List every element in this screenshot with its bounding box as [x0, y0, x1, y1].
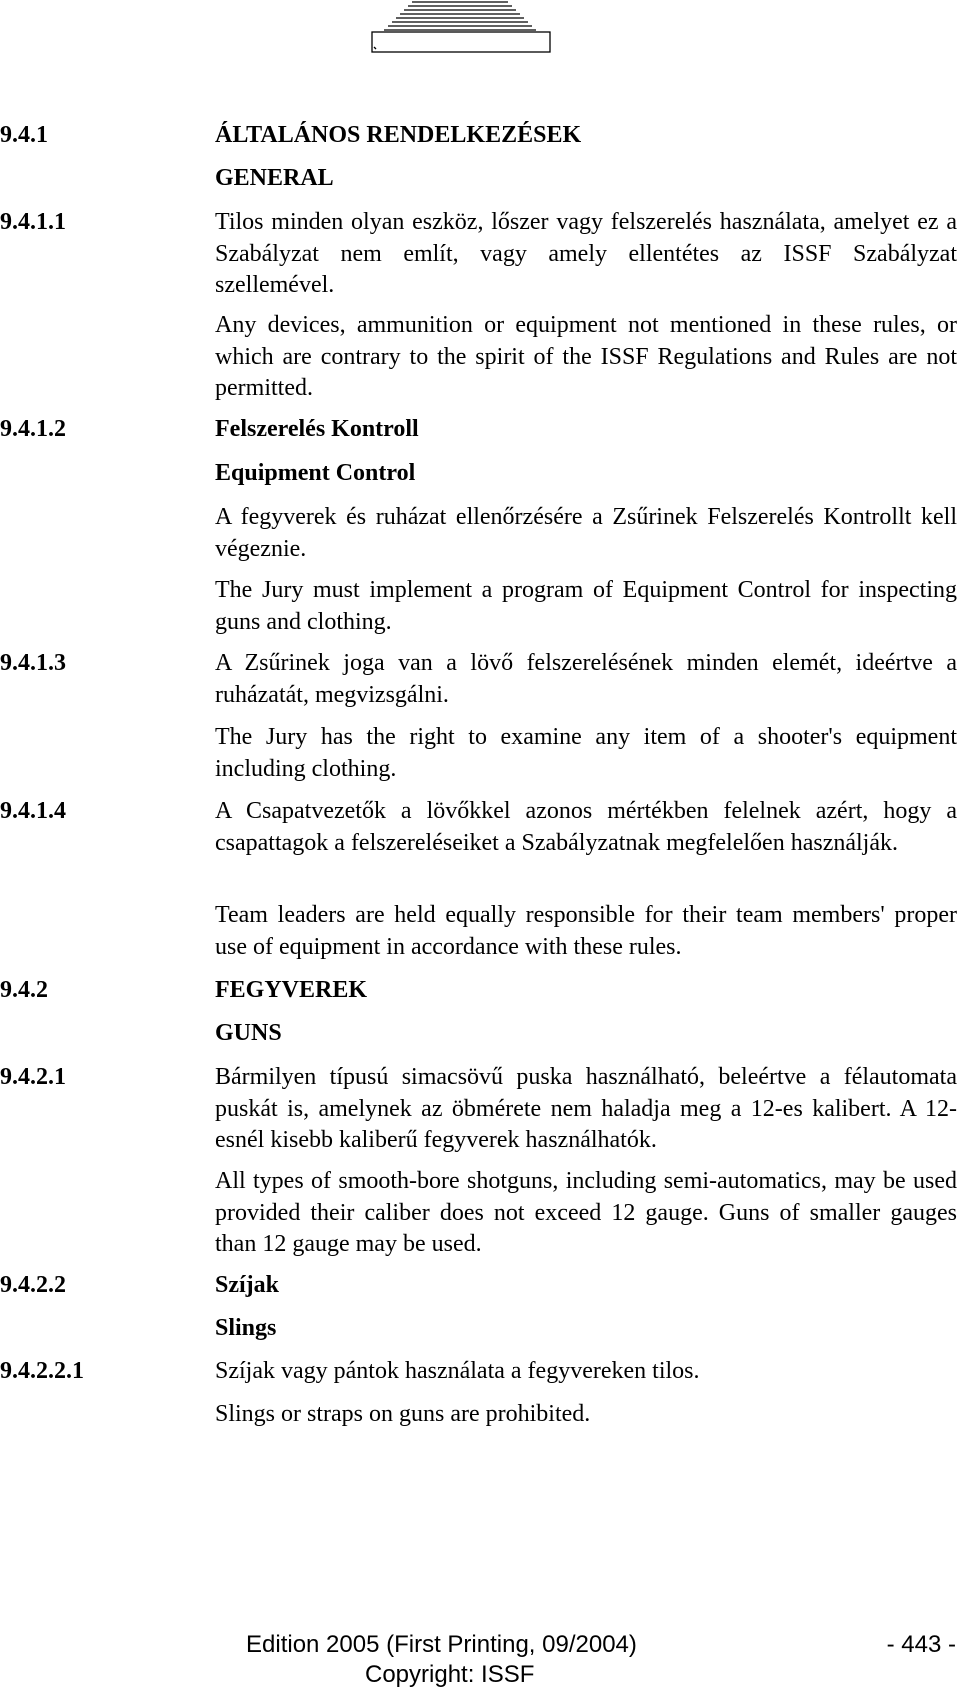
- rule-heading: GUNS: [215, 1020, 282, 1046]
- rule-heading: Equipment Control: [215, 460, 416, 486]
- footer-copyright: Copyright: ISSF: [365, 1661, 535, 1688]
- rule-number: 9.4.1.4: [0, 798, 66, 824]
- rule-text: A Zsűrinek joga van a lövő felszerelésének minden elemét, ideértve a ruházatát, megvizsgálni.: [215, 650, 957, 708]
- rule-number: 9.4.1: [0, 122, 48, 148]
- rule-number: 9.4.2.2: [0, 1272, 66, 1298]
- rule-heading: Felszerelés Kontroll: [215, 416, 419, 442]
- rule-text: Bármilyen típusú simacsövű puska használható, beleértve a félautomata puskát is, amelynek az öbmérete nem haladja meg a 12-es kalibert. A 12-esnél kisebb kaliberű fegyverek használhatók.: [215, 1064, 957, 1153]
- rule-number: 9.4.1.3: [0, 650, 66, 676]
- rule-text: Team leaders are held equally responsible for their team members' proper use of equipment in accordance with these rules.: [215, 902, 957, 960]
- rule-text: All types of smooth-bore shotguns, including semi-automatics, may be used provided their caliber does not exceed 12 gauge. Guns of smaller gauges than 12 gauge may be used.: [215, 1168, 957, 1257]
- rule-heading: GENERAL: [215, 165, 334, 191]
- rule-text: The Jury must implement a program of Equipment Control for inspecting guns and clothing.: [215, 577, 957, 635]
- rule-number: 9.4.2: [0, 977, 48, 1003]
- rule-heading: ÁLTALÁNOS RENDELKEZÉSEK: [215, 122, 582, 148]
- rule-text: Szíjak vagy pántok használata a fegyvereken tilos.: [215, 1358, 700, 1384]
- page-number: - 443 -: [886, 1631, 956, 1658]
- rule-number: 9.4.2.2.1: [0, 1358, 84, 1384]
- rule-text: Slings or straps on guns are prohibited.: [215, 1401, 591, 1427]
- rule-number: 9.4.1.2: [0, 416, 66, 442]
- rule-text: Tilos minden olyan eszköz, lőszer vagy felszerelés használata, amelyet ez a Szabályzat nem említ, vagy amely ellentétes az ISSF Szabályzat szellemével.: [215, 209, 957, 298]
- rule-heading: Szíjak: [215, 1272, 280, 1298]
- issf-logo: [370, 0, 552, 56]
- rule-text: A fegyverek és ruházat ellenőrzésére a Zsűrinek Felszerelés Kontrollt kell végeznie.: [215, 504, 957, 562]
- rule-heading: Slings: [215, 1315, 277, 1341]
- footer-edition: Edition 2005 (First Printing, 09/2004): [246, 1631, 637, 1658]
- rule-heading: FEGYVEREK: [215, 977, 368, 1003]
- rule-number: 9.4.1.1: [0, 209, 66, 235]
- rule-text: Any devices, ammunition or equipment not mentioned in these rules, or which are contrary to the spirit of the ISSF Regulations and Rules are not permitted.: [215, 312, 957, 401]
- rule-number: 9.4.2.1: [0, 1064, 66, 1090]
- rule-text: The Jury has the right to examine any item of a shooter's equipment including clothing.: [215, 724, 957, 782]
- rule-text: A Csapatvezetők a lövőkkel azonos mértékben felelnek azért, hogy a csapattagok a felszereléseiket a Szabályzatnak megfelelően használják.: [215, 798, 957, 856]
